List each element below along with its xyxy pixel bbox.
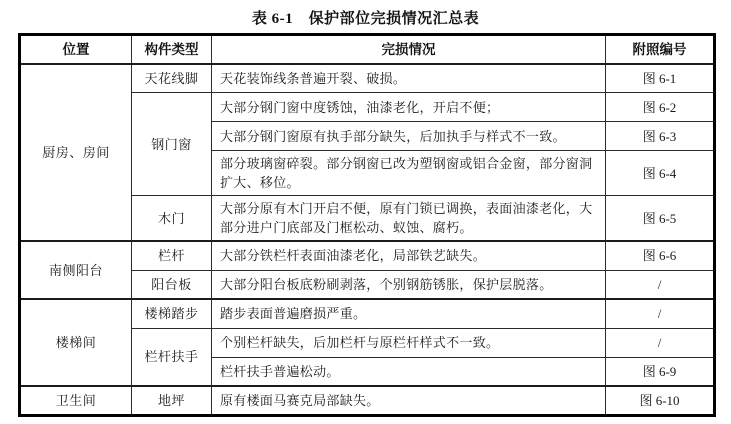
photo-number-cell: 图 6-3 [606,122,715,151]
header-location: 位置 [20,35,132,64]
photo-number-cell: 图 6-1 [606,64,715,93]
condition-cell: 个别栏杆缺失，后加栏杆与原栏杆样式不一致。 [212,328,606,357]
condition-cell: 天花装饰线条普遍开裂、破损。 [212,64,606,93]
condition-cell: 大部分原有木门开启不便，原有门锁已调换，表面油漆老化，大部分进户门底部及门框松动、蚁蚀、腐朽。 [212,196,606,242]
component-cell: 地坪 [132,386,212,415]
condition-cell: 大部分钢门窗原有执手部分缺失，后加执手与样式不一致。 [212,122,606,151]
component-cell: 木门 [132,196,212,242]
component-cell: 栏杆扶手 [132,328,212,386]
photo-number-cell: / [606,299,715,328]
header-component-type: 构件类型 [132,35,212,64]
damage-summary-table [18,33,716,417]
table-row [20,64,715,93]
photo-number-cell: / [606,270,715,299]
component-cell: 天花线脚 [132,64,212,93]
header-row [20,35,715,64]
table-row [20,241,715,270]
condition-cell: 栏杆扶手普遍松动。 [212,357,606,386]
location-cell: 厨房、房间 [20,64,132,242]
table-body [20,64,715,416]
location-cell: 南侧阳台 [20,241,132,299]
condition-cell: 原有楼面马赛克局部缺失。 [212,386,606,415]
photo-number-cell: 图 6-4 [606,151,715,196]
table-title: 表 6-1 保护部位完损情况汇总表 [251,11,480,27]
header-damage-condition: 完损情况 [212,35,606,64]
location-cell: 楼梯间 [20,299,132,386]
component-cell: 楼梯踏步 [132,299,212,328]
photo-number-cell: 图 6-9 [606,357,715,386]
photo-number-cell: 图 6-2 [606,93,715,122]
location-cell: 卫生间 [20,386,132,415]
condition-cell: 大部分阳台板底粉刷剥落，个别钢筋锈胀，保护层脱落。 [212,270,606,299]
component-cell: 钢门窗 [132,93,212,196]
photo-number-cell: 图 6-6 [606,241,715,270]
component-cell: 栏杆 [132,241,212,270]
condition-cell: 大部分钢门窗中度锈蚀，油漆老化，开启不便； [212,93,606,122]
table-row [20,299,715,328]
header-photo-number: 附照编号 [606,35,715,64]
condition-cell: 踏步表面普遍磨损严重。 [212,299,606,328]
condition-cell: 大部分铁栏杆表面油漆老化，局部铁艺缺失。 [212,241,606,270]
photo-number-cell: 图 6-5 [606,196,715,242]
table-row [20,386,715,415]
component-cell: 阳台板 [132,270,212,299]
photo-number-cell: / [606,328,715,357]
photo-number-cell: 图 6-10 [606,386,715,415]
condition-cell: 部分玻璃窗碎裂。部分钢窗已改为塑钢窗或铝合金窗，部分窗洞扩大、移位。 [212,151,606,196]
